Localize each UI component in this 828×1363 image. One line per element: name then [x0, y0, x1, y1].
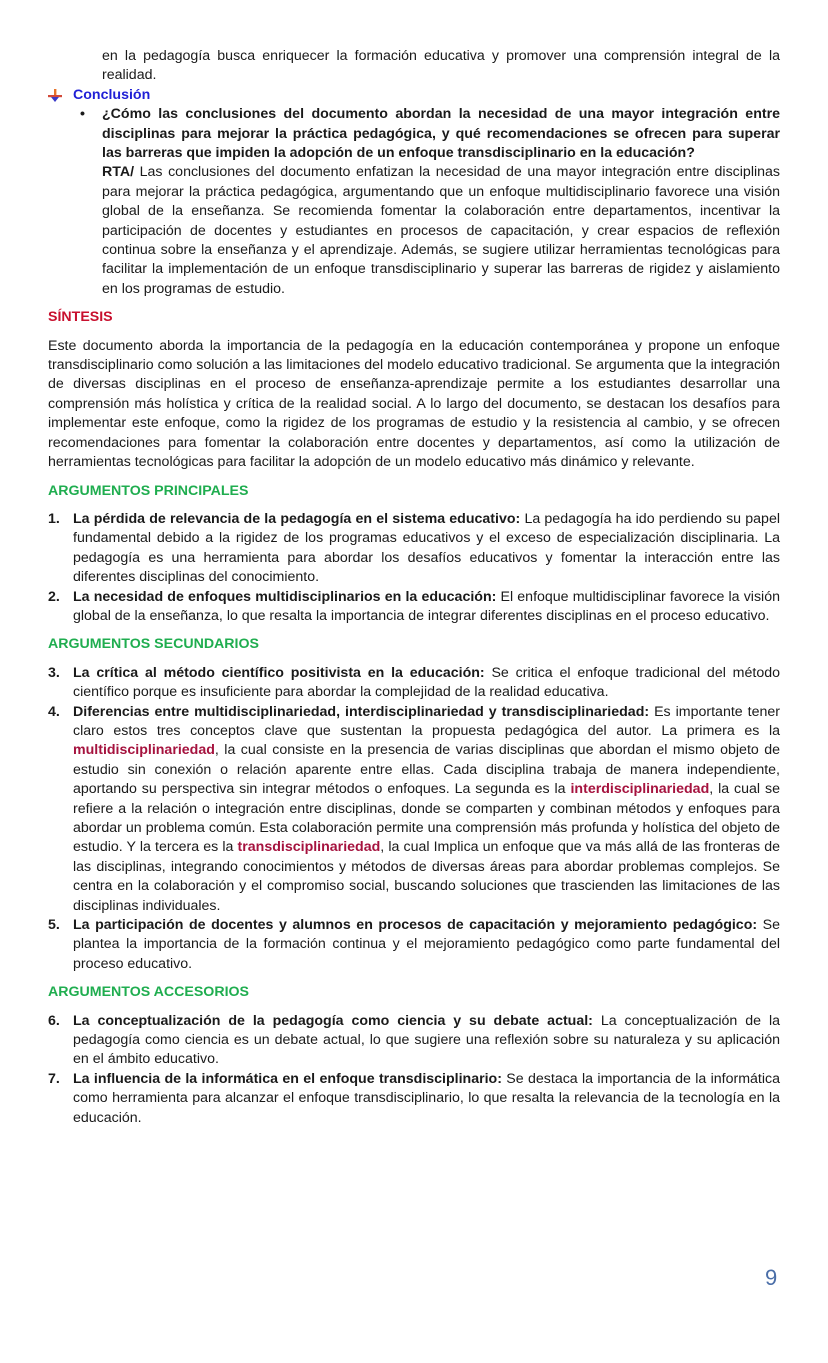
- argument-number: 6.: [48, 1012, 60, 1029]
- argument-text: Se critica el enfoque tradicional del método científico porque es insuficiente para abordar la complejidad de la realidad educativa.: [73, 664, 780, 701]
- argument-text: , la cual consiste en la presencia de varias disciplinas que abordan el mismo objeto de estudio sin conexión o relación aparente entre ellas. Cada disciplina trabaja de manera independiente, aportando su perspectiva sin integrar métodos o enfoques. La segunda es la: [73, 742, 780, 798]
- argument-text: , la cual se refiere a la relación o integración entre disciplinas, donde se comparten y combinan métodos y enfoques para abordar un problema común. Esta colaboración permite una comprensión más profunda y holística del objeto de estudio. Y la tercera es la: [73, 781, 780, 856]
- argument-number: 2.: [48, 588, 60, 605]
- argument-heading: La influencia de la informática en el enfoque transdisciplinario:: [73, 1070, 502, 1087]
- argument-number: 4.: [48, 703, 60, 720]
- argument-heading: La pérdida de relevancia de la pedagogía en el sistema educativo:: [73, 510, 521, 527]
- argument-heading: La crítica al método científico positivista en la educación:: [73, 664, 485, 681]
- secondary-arguments-title: ARGUMENTOS SECUNDARIOS: [48, 636, 259, 653]
- argument-heading: La conceptualización de la pedagogía como ciencia y su debate actual:: [73, 1012, 593, 1029]
- argument-number: 1.: [48, 510, 60, 527]
- previous-paragraph-continuation: en la pedagogía busca enriquecer la formación educativa y promover una comprensión integral de la realidad.: [102, 48, 780, 84]
- page-number: 9: [765, 1265, 778, 1290]
- argument-number: 5.: [48, 917, 60, 934]
- argument-text: Se destaca la importancia de la informática como herramienta para alcanzar el enfoque transdisciplinario, lo que resalta la relevancia de la tecnología en la educación.: [73, 1070, 780, 1126]
- argument-text: El enfoque multidisciplinar favorece la visión global de la enseñanza, lo que resalta la importancia de integrar diferentes disciplinas en el proceso educativo.: [73, 588, 780, 624]
- argument-text: La conceptualización de la pedagogía como ciencia es un debate actual, lo que sugiere una reflexión sobre su naturaleza y su aplicación en el ámbito educativo.: [73, 1012, 780, 1068]
- argument-text: Se plantea la importancia de la formación continua y el mejoramiento pedagógico como parte fundamental del proceso educativo.: [73, 917, 781, 972]
- argument-text: Es importante tener claro estos tres conceptos clave que sustentan la propuesta pedagógica del autor. La primera es la: [73, 703, 781, 739]
- document-page: [48, 47, 780, 1128]
- argument-item: [48, 588, 780, 627]
- conclusion-answer: [102, 163, 780, 299]
- answer-text: Las conclusiones del documento enfatizan la necesidad de una mayor integración entre disciplinas para mejorar la práctica pedagógica, argumentando que un enfoque multidisciplinario favorece una visión global de la enseñanza. Se recomienda fomentar la colaboración entre departamentos, incentivar la participación de docentes y estudiantes en procesos de capacitación, y crear espacios de reflexión continua sobre la enseñanza y el aprendizaje. Además, se sugiere utilizar herramientas tecnológicas para facilitar la implementación de un enfoque transdisciplinario y superar las barreras de rigidez y aislamiento en los programas de estudio.: [102, 164, 780, 297]
- main-arguments-list: [48, 510, 780, 626]
- synthesis-title: SÍNTESIS: [48, 309, 113, 326]
- answer-tag: RTA/: [102, 164, 135, 181]
- argument-heading: La necesidad de enfoques multidisciplinarios en la educación:: [73, 588, 497, 605]
- argument-item: [48, 703, 780, 916]
- down-arrow-bullet-icon: [48, 89, 62, 103]
- main-arguments-title: ARGUMENTOS PRINCIPALES: [48, 482, 249, 499]
- conclusion-heading-label: Conclusión: [73, 86, 151, 103]
- accessory-arguments-list: [48, 1012, 780, 1128]
- conclusion-heading: [48, 86, 780, 105]
- term-interdisciplinariedad: interdisciplinariedad: [570, 781, 710, 798]
- term-multidisciplinariedad: multidisciplinariedad: [73, 742, 215, 759]
- secondary-arguments-list: [48, 664, 780, 975]
- synthesis-body: Este documento aborda la importancia de la pedagogía en la educación contemporánea y propone un enfoque transdisciplinario como solución a las limitaciones del modelo educativo tradicional. Se argumenta que la integración de diversas disciplinas en el proceso de enseñanza-aprendizaje permite a los estudiantes desarrollar una comprensión más holística y crítica de la realidad social. A lo largo del documento, se destacan los desafíos para implementar este enfoque, como la rigidez de los programas de estudio y la resistencia al cambio, y se ofrecen recomendaciones para fomentar la colaboración entre docentes y departamentos, así como la utilización de herramientas tecnológicas para facilitar la adopción de un modelo educativo más dinámico y relevante.: [48, 337, 780, 471]
- argument-item: [48, 916, 780, 974]
- conclusion-qa-item: [80, 105, 780, 299]
- accessory-arguments-title: ARGUMENTOS ACCESORIOS: [48, 984, 250, 1001]
- argument-item: [48, 1012, 780, 1070]
- conclusion-question: ¿Cómo las conclusiones del documento abordan la necesidad de una mayor integración entre disciplinas para mejorar la práctica pedagógica, y qué recomendaciones se ofrecen para superar las barreras que impiden la adopción de un enfoque transdisciplinario en la educación?: [102, 106, 780, 162]
- argument-heading: La participación de docentes y alumnos en procesos de capacitación y mejoramiento pedagógico:: [73, 917, 758, 934]
- argument-item: [48, 510, 780, 588]
- argument-number: 3.: [48, 664, 60, 681]
- argument-heading: Diferencias entre multidisciplinariedad, interdisciplinariedad y transdisciplinariedad:: [73, 703, 650, 720]
- argument-text: La pedagogía ha ido perdiendo su papel fundamental debido a la rigidez de los programas educativos y el exceso de especialización disciplinaria. La pedagogía es una herramienta para abordar los desafíos educativos y fomentar la interacción entre las diferentes disciplinas del conocimiento.: [73, 510, 780, 586]
- argument-item: [48, 1070, 780, 1128]
- bullet-dot-icon: •: [80, 106, 85, 123]
- argument-text: , la cual Implica un enfoque que va más allá de las fronteras de las disciplinas, integrando conocimientos y métodos de diversas áreas para abordar problemas complejos. Se centra en la colaboración y el compromiso social, buscando soluciones que trascienden las limitaciones de las disciplinas individuales.: [73, 839, 780, 914]
- argument-number: 7.: [48, 1070, 60, 1087]
- argument-item: [48, 664, 780, 703]
- term-transdisciplinariedad: transdisciplinariedad: [237, 839, 381, 856]
